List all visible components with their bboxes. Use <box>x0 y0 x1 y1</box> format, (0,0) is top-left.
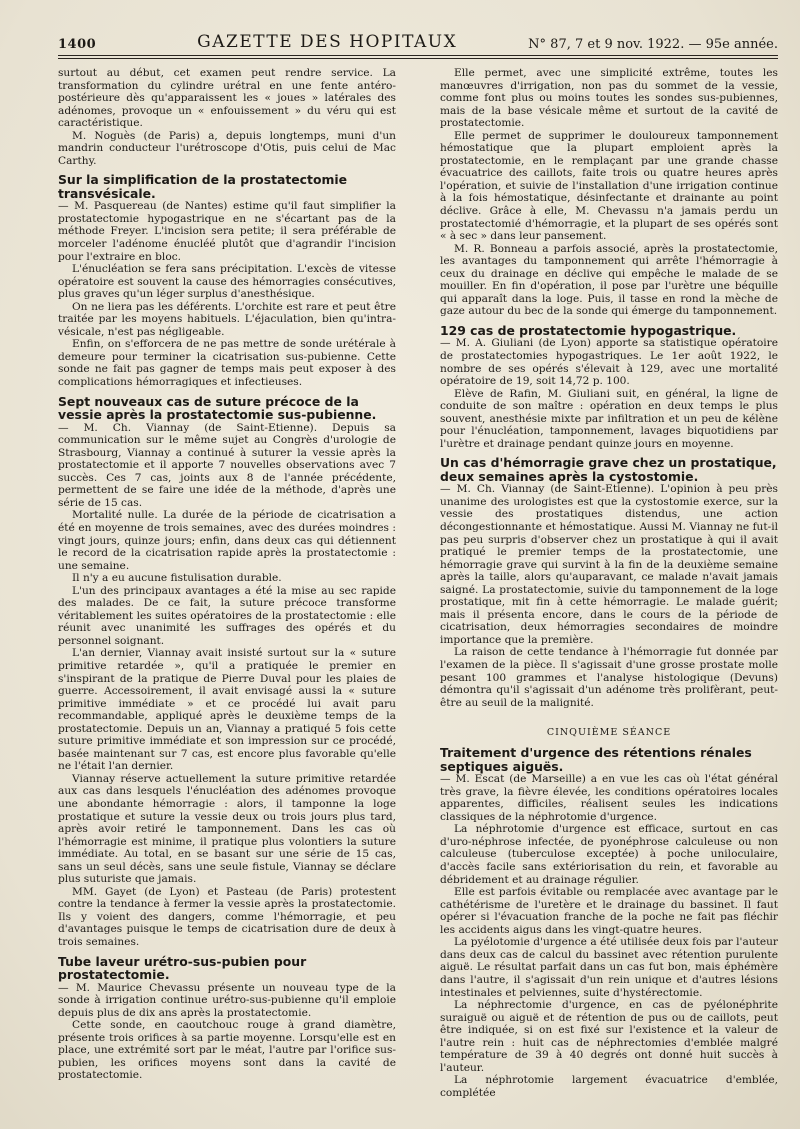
page-header <box>58 24 778 52</box>
paragraph: La néphrotomie largement évacuatrice d'emblée, complétée <box>440 1074 778 1099</box>
paragraph: MM. Gayet (de Lyon) et Pasteau (de Paris) protestent contre la tendance à fermer la vessie après la prostatectomie. Ils y voient des dangers, comme l'hémorragie, et peu d'avantages puisque le temps de cicatrisation dure de deux à trois semaines. <box>58 885 396 948</box>
paragraph: La néphrotomie d'urgence est efficace, surtout en cas d'uro-néphrose infectée, de pyonéphrose calculeuse ou non calculeuse (tuberculose exceptée) à poche uniloculaire, d'accès facile sans extériorisation du rein, et favorable au débridement et au drainage régulier. <box>440 823 778 886</box>
right-column <box>440 67 778 1122</box>
paragraph: Elle permet de supprimer le douloureux tamponnement hémostatique que la plupart emploient après la prostatectomie, en le remplaçant par une grande chasse évacuatrice des caillots, faite trois ou quatre heures après l'opération, et suivie de l'installation d'une irrigation continue à la fois hémostatique, désinfectante et drainante au point déclive. Grâce à elle, M. Chevassu n'a jamais perdu un prostatectomié d'hémorragie, et la plupart de ses opérés sont « à sec » dans leur pansement. <box>440 129 778 243</box>
paragraph: Cette sonde, en caoutchouc rouge à grand diamètre, présente trois orifices à sa partie moyenne. Lorsqu'elle est en place, une extrémité sort par le méat, l'autre par l'orifice sus-pubien, les orifices moyens sont dans la cavité de prostatectomie. <box>58 1019 396 1082</box>
paragraph: On ne liera pas les déférents. L'orchite est rare et peut être traitée par les moyens habituels. L'éjaculation, bien qu'intra-vésicale, n'est pas négligeable. <box>58 300 396 338</box>
paragraph: M. R. Bonneau a parfois associé, après la prostatectomie, les avantages du tamponnement qui arrête l'hémorragie à ceux du drainage en déclive qui empêche le malade de se mouiller. En fin d'opération, il pose par l'urètre une béquille qui apparaît dans la loge. Puis, il tasse en rond la mèche de gaze autour du bec de la sonde qui émerge du tamponnement. <box>440 242 778 318</box>
paragraph: Elle permet, avec une simplicité extrême, toutes les manœuvres d'irrigation, non pas du sommet de la vessie, comme font plus ou moins toutes les sondes sus-pubiennes, mais de la base vésicale même et surtout de la cavité de prostatectomie. <box>440 67 778 130</box>
header-rule <box>58 55 778 56</box>
journal-title: GAZETTE DES HOPITAUX <box>197 32 458 52</box>
paragraph: — M. Ch. Viannay (de Saint-Etienne). Depuis sa communication sur le même sujet au Congrès d'urologie de Strasbourg, Viannay a continué à suturer la vessie après la prostatectomie et il apporte 7 nouvelles observations avec 7 succès. Ces 7 cas, joints aux 8 de l'année précédente, permettent de se faire une idée de la méthode, d'après une série de 15 cas. <box>58 421 396 509</box>
paragraph: L'énucléation se fera sans précipitation. L'excès de vitesse opératoire est souvent la cause des hémorragies consécutives, plus graves qu'un léger surplus d'anesthésique. <box>58 263 396 301</box>
paragraph: Viannay réserve actuellement la suture primitive retardée aux cas dans lesquels l'énucléation des adénomes provoque une abondante hémorragie : alors, il tamponne la loge prostatique et suture la vessie deux ou trois jours plus tard, après avoir retiré le tamponnement. Dans les cas où l'hémorragie est minime, il pratique plus volontiers la suture immédiate. Au total, en se basant sur une série de 15 cas, sans un seul décès, sans une seule fistule, Viannay se déclare plus suturiste que jamais. <box>58 772 396 886</box>
section-heading: Un cas d'hémorragie grave chez un prostatique, deux semaines après la cystostomie. <box>440 455 777 484</box>
paragraph: — M. Ch. Viannay (de Saint-Etienne). L'opinion à peu près unanime des urologistes est que la cystostomie exerce, sur la vessie des prostatiques distendus, une action décongestionnante et hémostatique. Aussi M. Viannay ne fut-il pas peu surpris d'observer chez un prostatique à qui il avait pratiqué le premier temps de la prostatectomie, une hémorragie grave qui survint à la fin de la deuxième semaine après la taille, alors qu'auparavant, ce malade n'avait jamais saigné. La prostatectomie, suivie du tamponnement de la loge prostatique, mit fin à cette hémorragie. Le malade guérit; mais il présenta encore, dans le cours de la période de cicatrisation, deux hémorragies secondaires de moindre importance que la première. <box>440 483 778 646</box>
paragraph: La pyélotomie d'urgence a été utilisée deux fois par l'auteur dans deux cas de calcul du bassinet avec rétention purulente aiguë. Le résultat parfait dans un cas fut bon, mais éphémère dans l'autre, il s'agissait d'un rein unique et d'autres lésions intestinales et pelviennes, suite d'hystérectomie. <box>440 936 778 999</box>
paragraph: — M. Maurice Chevassu présente un nouveau type de la sonde à irrigation continue urétro-sus-pubienne qu'il emploie depuis plus de dix ans après la prostatectomie. <box>58 981 396 1019</box>
page-number: 1400 <box>58 37 97 52</box>
paragraph: Enfin, on s'efforcera de ne pas mettre de sonde urétérale à demeure pour terminer la cicatrisation sus-pubienne. Cette sonde ne fait pas gagner de temps mais peut exposer à des complications hémorragiques et infectieuses. <box>58 338 396 389</box>
paragraph: L'an dernier, Viannay avait insisté surtout sur la « suture primitive retardée », qu'il a pratiquée le premier en s'inspirant de la pratique de Pierre Duval pour les plaies de guerre. Accessoirement, il avait envisagé aussi la « suture primitive immédiate » et ce procédé lui avait paru recommandable, appliqué après le deuxième temps de la prostatectomie. Depuis un an, Viannay a pratiqué 5 fois cette suture primitive immédiate et son impression sur ce procédé, basée maintenant sur 7 cas, est encore plus favorable qu'elle ne l'était l'an dernier. <box>58 647 396 773</box>
left-column <box>58 67 396 1122</box>
paragraph: Mortalité nulle. La durée de la période de cicatrisation a été en moyenne de trois semaines, avec des durées moindres : vingt jours, quinze jours; enfin, dans deux cas qui détiennent le record de la cicatrisation rapide après la prostatectomie : une semaine. <box>58 509 396 572</box>
paragraph: Elle est parfois évitable ou remplacée avec avantage par le cathétérisme de l'uretère et le drainage du bassinet. Il faut opérer si l'évacuation franche de la poche ne fait pas fléchir les accidents aigus dans les vingt-quatre heures. <box>440 886 778 936</box>
paragraph: — M. Escat (de Marseille) a en vue les cas où l'état général très grave, la fièvre élevée, les conditions opératoires locales apparentes, difficiles, réalisent seules les indications classiques de la néphrotomie d'urgence. <box>440 773 778 823</box>
header-rule-thin <box>58 58 778 59</box>
paragraph: La néphrectomie d'urgence, en cas de pyélonéphrite suraiguë ou aiguë et de rétention de pus ou de caillots, peut être indiquée, si on est fixé sur l'existence et la valeur de l'autre rein : huit cas de néphrectomies d'emblée malgré température de 39 à 40 degrés ont donné huit succès à l'auteur. <box>440 999 778 1074</box>
paragraph: M. Noguès (de Paris) a, depuis longtemps, muni d'un mandrin conducteur l'urétroscope d'Otis, puis celui de Mac Carthy. <box>58 129 396 167</box>
paragraph: L'un des principaux avantages a été la mise au sec rapide des malades. De ce fait, la suture précoce transforme véritablement les suites opératoires de la prostatectomie : elle réunit avec unanimité les suffrages des opérés et du personnel soignant. <box>58 584 396 647</box>
paragraph: Elève de Rafin, M. Giuliani suit, en général, la ligne de conduite de son maître : opération en deux temps le plus souvent, anesthésie mixte par infiltration et un peu de kélène pour l'énucléation, tamponnement, lavages biquotidiens par l'urètre et drainage pendant quinze jours en moyenne. <box>440 387 778 450</box>
columns <box>58 67 778 1122</box>
section-heading: Traitement d'urgence des rétentions rénales septiques aiguës. <box>440 745 752 774</box>
section-heading: Sur la simplification de la prostatectomie transvésicale. <box>58 172 348 201</box>
section-heading: 129 cas de prostatectomie hypogastrique. <box>440 322 737 338</box>
paragraph: Il n'y a eu aucune fistulisation durable. <box>72 572 282 585</box>
section-heading: Sept nouveaux cas de suture précoce de la vessie après la prostatectomie sus-pubienne. <box>58 393 377 423</box>
issue-info: N° 87, 7 et 9 nov. 1922. — 95e année. <box>528 37 778 52</box>
session-heading: CINQUIÈME SÉANCE <box>546 727 672 739</box>
section-heading: Tube laveur urétro-sus-pubien pour prostatectomie. <box>58 953 307 983</box>
paragraph: — M. Pasquereau (de Nantes) estime qu'il faut simplifier la prostatectomie hypogastrique en ne s'écartant pas de la méthode Freyer. L'incision sera petite; il sera préférable de morceler l'adénome énucléé plutôt que d'agrandir l'incision pour l'extraire en bloc. <box>58 200 396 263</box>
paragraph: La raison de cette tendance à l'hémorragie fut donnée par l'examen de la pièce. Il s'agissait d'une grosse prostate molle pesant 100 grammes et l'analyse histologique (Devuns) démontra qu'il s'agissait d'un adénome très prolifèrant, peut-être au seuil de la malignité. <box>440 646 778 709</box>
paragraph: — M. A. Giuliani (de Lyon) apporte sa statistique opératoire de prostatectomies hypogastriques. Le 1er août 1922, le nombre de ses opérés s'élevait à 129, avec une mortalité opératoire de 19, soit 14,72 p. 100. <box>440 337 778 388</box>
paragraph: surtout au début, cet examen peut rendre service. La transformation du cylindre urétral en une fente antéro-postérieure dès qu'apparaissent les « joues » latérales des adénomes, provoque un « enfouissement » du véru qui est caractéristique. <box>58 67 396 130</box>
